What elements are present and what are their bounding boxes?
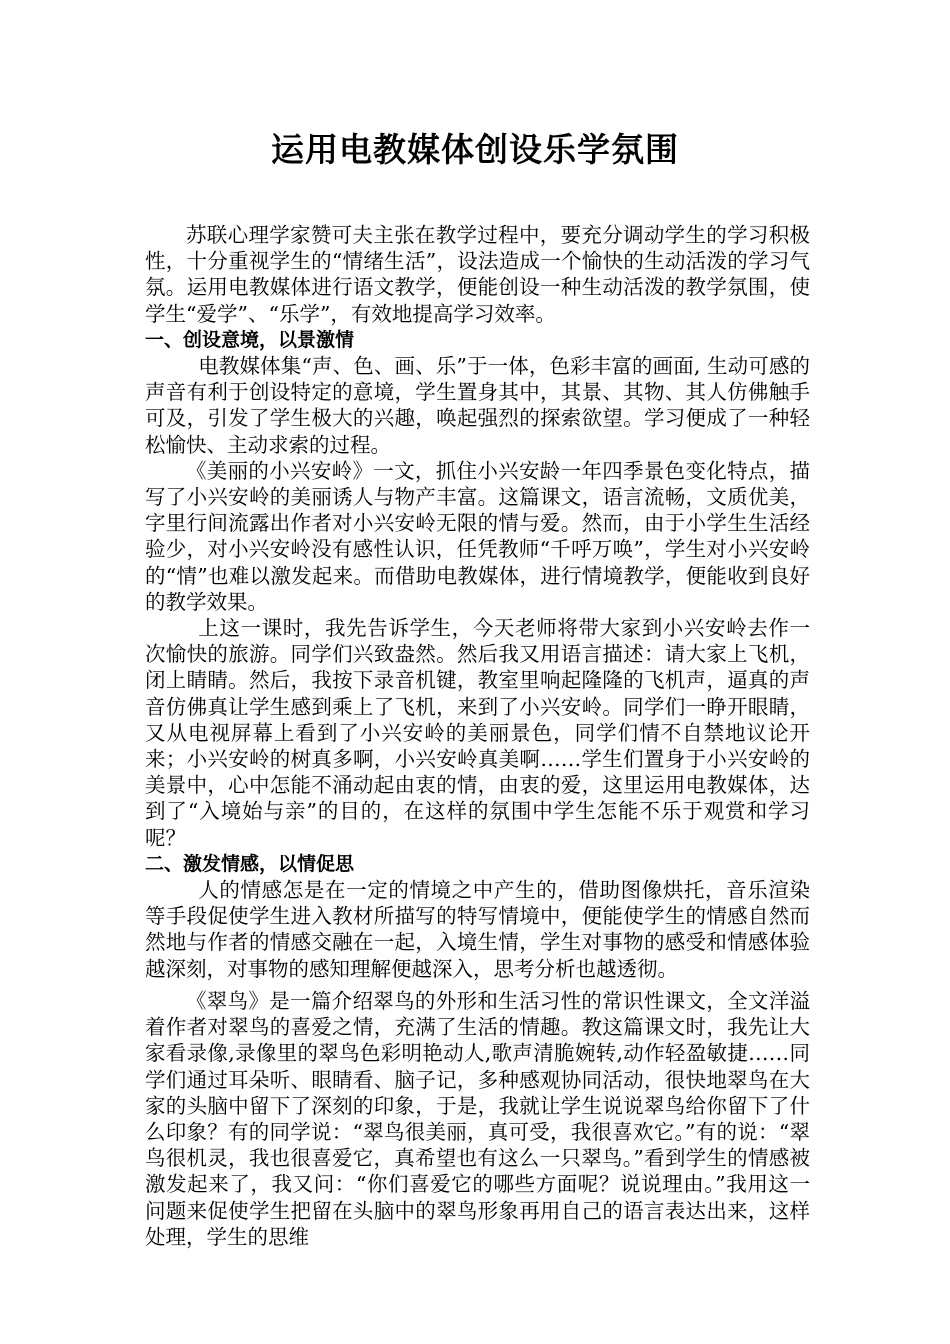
document-body bbox=[145, 222, 810, 1250]
section-heading-2: 二、激发情感，以情促思 bbox=[145, 852, 355, 875]
section1-paragraph-3: 上这一课时，我先告诉学生，今天老师将带大家到小兴安岭去作一次愉快的旅游。同学们兴致盎然。然后我又用语言描述：请大家上飞机，闭上睛睛。然后，我按下录音机键，教室里响起隆隆的飞机声，逼真的声音仿佛真让学生感到乘上了飞机，来到了小兴安岭。同学们一睁开眼睛，又从电视屏幕上看到了小兴安岭的美丽景色，同学们情不自禁地议论开来；小兴安岭的树真多啊，小兴安岭真美啊……学生们置身于小兴安岭的美景中，心中怎能不涌动起由衷的情，由衷的爱，这里运用电教媒体，达到了“入境始与亲”的目的，在这样的氛围中学生怎能不乐于观赏和学习呢？ bbox=[145, 616, 810, 850]
section1-paragraph-2: 《美丽的小兴安岭》一文，抓住小兴安龄一年四季景色变化特点，描写了小兴安岭的美丽诱人与物产丰富。这篇课文，语言流畅，文质优美，字里行间流露出作者对小兴安岭无限的情与爱。然而，由于小学生生活经验少，对小兴安岭没有感性认识，任凭教师“千呼万唤”，学生对小兴安岭的“情”也难以激发起来。而借助电教媒体，进行情境教学，便能收到良好的教学效果。 bbox=[145, 458, 810, 614]
section2-paragraph-2: 《翠鸟》是一篇介绍翠鸟的外形和生活习性的常识性课文，全文洋溢着作者对翠鸟的喜爱之情，充满了生活的情趣。教这篇课文时，我先让大家看录像,录像里的翠鸟色彩明艳动人,歌声清脆婉转,动作轻盈敏捷……同学们通过耳朵听、眼睛看、脑子记，多种感观协同活动，很快地翠鸟在大家的头脑中留下了深刻的印象，于是，我就让学生说说翠鸟给你留下了什么印象？有的同学说：“翠鸟很美丽，真可受，我很喜欢它。”有的说：“翠鸟很机灵，我也很喜爱它，真希望也有这么一只翠鸟。”看到学生的情感被激发起来了，我又问：“你们喜爱它的哪些方面呢？说说理由。”我用这一问题来促使学生把留在头脑中的翠鸟形象再用自己的语言表达出来，这样处理，学生的思维 bbox=[145, 988, 810, 1249]
section1-paragraph-1: 电教媒体集“声、色、画、乐”于一体，色彩丰富的画面, 生动可感的声音有利于创设特定的意境，学生置身其中，其景、其物、其人仿佛触手可及，引发了学生极大的兴趣，唤起强烈的探索欲望。学习便成了一种轻松愉快、主动求索的过程。 bbox=[145, 354, 810, 457]
section2-paragraph-1: 人的情感怎是在一定的情境之中产生的，借助图像烘托，音乐渲染等手段促使学生进入教材所描写的特写情境中，便能使学生的情感自然而然地与作者的情感交融在一起，入境生情，学生对事物的感受和情感体验越深刻，对事物的感知理解便越深入，思考分析也越透彻。 bbox=[145, 878, 810, 981]
section-heading-1: 一、创设意境，以景激情 bbox=[145, 328, 355, 351]
intro-paragraph: 苏联心理学家赞可夫主张在教学过程中，要充分调动学生的学习积极性，十分重视学生的“情绪生活”，设法造成一个愉快的生动活泼的学习气氛。运用电教媒体进行语文教学，便能创设一种生动活泼的教学氛围，使学生“爱学”、“乐学”，有效地提高学习效率。 bbox=[145, 223, 810, 326]
document-title: 运用电教媒体创设乐学氛围 bbox=[271, 130, 679, 169]
